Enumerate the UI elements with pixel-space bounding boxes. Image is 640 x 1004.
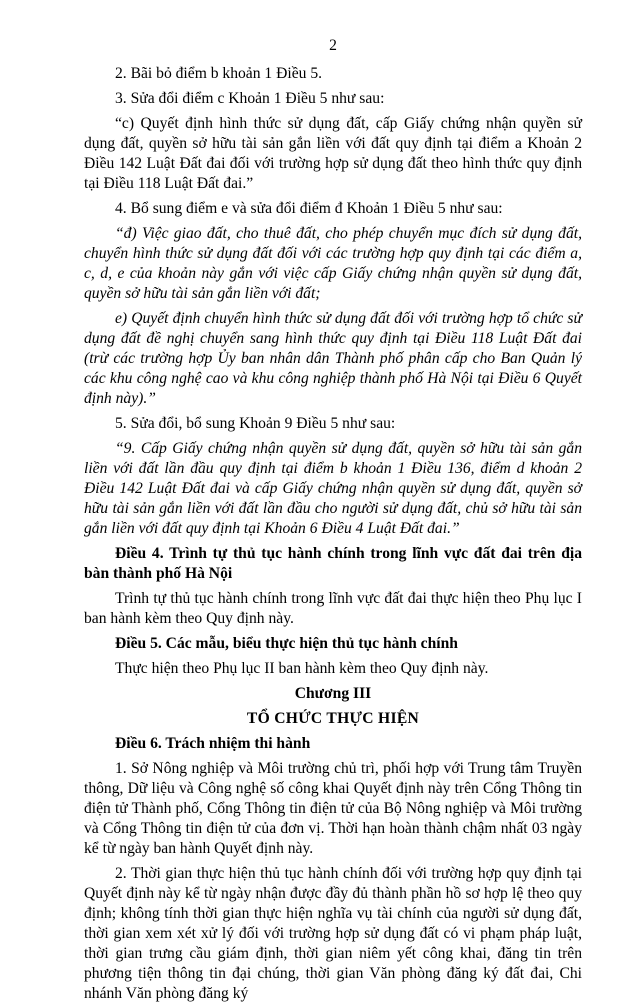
chapter-heading: Chương III xyxy=(294,685,372,702)
paragraph: 3. Sửa đổi điểm c Khoản 1 Điều 5 như sau: xyxy=(115,90,385,107)
paragraph: “c) Quyết định hình thức sử dụng đất, cấp Giấy chứng nhận quyền sử dụng đất, quyền sở hữu tài sản gắn liền với đất quy định tại điểm a Khoản 2 Điều 142 Luật Đất đai đối với trường hợp sử dụng đất theo hình thức quy định tại Điều 118 Luật Đất đai.” xyxy=(84,115,582,192)
chapter-title: TỔ CHỨC THỰC HIỆN xyxy=(246,710,420,727)
paragraph: 5. Sửa đổi, bổ sung Khoản 9 Điều 5 như sau: xyxy=(115,415,396,432)
document-body xyxy=(84,64,582,1004)
paragraph: Trình tự thủ tục hành chính trong lĩnh vực đất đai thực hiện theo Phụ lục I ban hành kèm theo Quy định này. xyxy=(84,590,582,627)
article-heading: Điều 6. Trách nhiệm thi hành xyxy=(115,735,311,752)
paragraph: 4. Bổ sung điểm e và sửa đổi điểm đ Khoản 1 Điều 5 như sau: xyxy=(115,200,503,217)
quoted-paragraph: “9. Cấp Giấy chứng nhận quyền sử dụng đất, quyền sở hữu tài sản gắn liền với đất lần đầu quy định tại điểm b khoản 1 Điều 136, điểm d khoản 2 Điều 142 Luật Đất đai và cấp Giấy chứng nhận quyền sử dụng đất, quyền sở hữu tài sản gắn liền với đất lần đầu cho người sử dụng đất, chủ sở hữu tài sản gắn liền với đất quy định tại Khoản 6 Điều 4 Luật Đất đai.” xyxy=(84,440,582,537)
article-heading: Điều 4. Trình tự thủ tục hành chính trong lĩnh vực đất đai trên địa bàn thành phố Hà Nội xyxy=(84,545,582,582)
paragraph: 2. Bãi bỏ điểm b khoản 1 Điều 5. xyxy=(115,65,323,82)
article-heading: Điều 5. Các mẫu, biểu thực hiện thủ tục hành chính xyxy=(115,635,458,652)
paragraph: Thực hiện theo Phụ lục II ban hành kèm theo Quy định này. xyxy=(115,660,489,677)
paragraph: 2. Thời gian thực hiện thủ tục hành chính đối với trường hợp quy định tại Quyết định này kể từ ngày nhận được đầy đủ thành phần hồ sơ hợp lệ theo quy định; không tính thời gian thực hiện nghĩa vụ tài chính của người sử dụng đất, thời gian xem xét xử lý đối với trường hợp sử dụng đất có vi phạm pháp luật, thời gian trưng cầu giám định, thời gian niêm yết công khai, đăng tin trên phương tiện thông tin đại chúng, thời gian Văn phòng đăng ký đất đai, Chi nhánh Văn phòng đăng ký xyxy=(84,865,582,1002)
quoted-paragraph: “đ) Việc giao đất, cho thuê đất, cho phép chuyển mục đích sử dụng đất, chuyển hình thức sử dụng đất đối với các trường hợp quy định tại các điểm a, c, d, e của khoản này gắn với việc cấp Giấy chứng nhận quyền sử dụng đất, quyền sở hữu tài sản gắn liền với đất; xyxy=(84,225,582,302)
page-number: 2 xyxy=(329,37,337,54)
quoted-paragraph: e) Quyết định chuyển hình thức sử dụng đất đối với trường hợp tổ chức sử dụng đất đề nghị chuyển sang hình thức quy định tại Điều 118 Luật Đất đai (trừ các trường hợp Ủy ban nhân dân Thành phố phân cấp cho Ban Quản lý các khu công nghệ cao và khu công nghiệp thành phố Hà Nội tại Điều 6 Quyết định này).” xyxy=(84,310,582,407)
paragraph: 1. Sở Nông nghiệp và Môi trường chủ trì, phối hợp với Trung tâm Truyền thông, Dữ liệu và Công nghệ số công khai Quyết định này trên Cổng Thông tin điện tử Thành phố, Cổng Thông tin điện tử của Bộ Nông nghiệp và Môi trường và Cổng Thông tin điện tử của đơn vị. Thời hạn hoàn thành chậm nhất 03 ngày kể từ ngày ban hành Quyết định này. xyxy=(84,760,582,857)
